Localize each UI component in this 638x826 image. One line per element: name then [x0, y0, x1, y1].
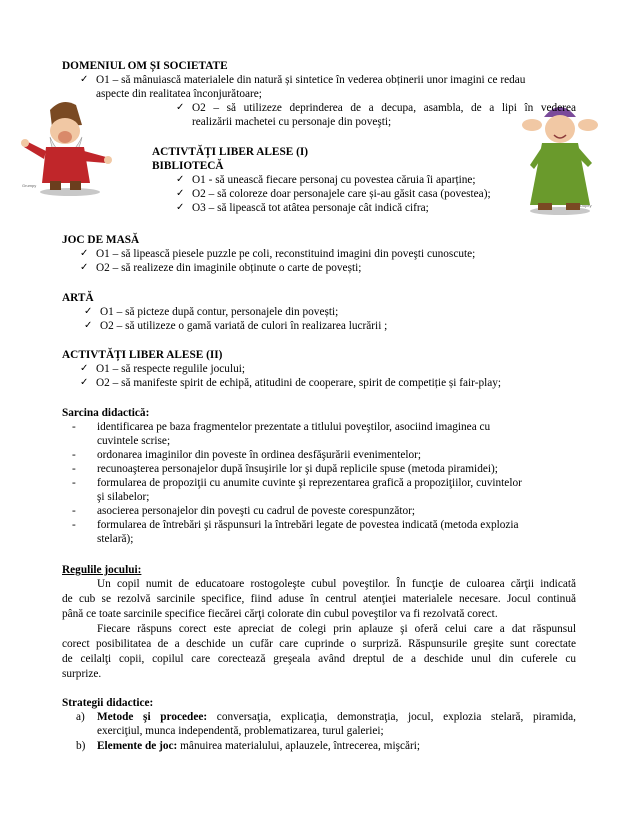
- objective-o1: ✓ O1 - să unească fiecare personaj cu povestea căruia îi aparține;: [192, 173, 476, 187]
- metode-text: conversaţia, explicaţia, demonstraţia, jocul, explozia stelară, piramida,: [207, 711, 576, 723]
- objective-o2: ✓ O2 – să utilizeze deprinderea de a decupa, asambla, de a lipi în vederea: [192, 101, 576, 115]
- list-item-cont: şi silabelor;: [97, 491, 150, 503]
- paragraph-line: până ce toate sarcinile specifice fiecărei cărţi colorate din cubul poveştilor va fi rezolvată corect.: [62, 608, 498, 620]
- section-heading-arta: ARTĂ: [62, 292, 94, 304]
- list-item-cont: stelară);: [97, 533, 134, 545]
- objective-o2: ✓ O2 – să coloreze doar personajele care și-au găsit casa (povestea);: [192, 187, 491, 201]
- objective-o2: ✓ O2 – să manifeste spirit de echipă, atitudini de cooperare, spirit de competiție și fair-play;: [96, 376, 501, 390]
- sarcina-heading: Sarcina didactică:: [62, 407, 150, 419]
- section-heading-alese-1: ACTIVTĂȚI LIBER ALESE (I): [152, 146, 309, 158]
- objective-o2-cont: realizării machetei cu personaje din poveşti;: [192, 116, 392, 128]
- objective-o1-cont: aspecte din realitatea înconjurătoare;: [96, 88, 262, 100]
- paragraph-line: corect posibilitatea de a deschide un cufăr care cuprinde o surpriză. Răspunsurile greşite sunt corectate: [62, 638, 576, 650]
- objective-o1: ✓ O1 – să mânuiască materialele din natură și sintetice în vederea obținerii unor imagini ce redau: [96, 73, 525, 87]
- list-item-cont: exerciţiul, munca independentă, problematizarea, turul galeriei;: [97, 725, 384, 737]
- paragraph-line: Fiecare răspuns corect este apreciat de colegi prin aplauze şi oferă celui care a dat răspunsul: [97, 623, 576, 635]
- svg-text:Dopey: Dopey: [580, 203, 592, 208]
- list-marker-a: a): [76, 711, 85, 723]
- list-item: - identificarea pe baza fragmentelor prezentate a titlului poveştilor, asociind imaginea cu: [97, 420, 490, 434]
- list-marker-b: b): [76, 740, 86, 752]
- list-item: - ordonarea imaginilor din poveste în ordinea desfăşurării evenimentelor;: [97, 448, 421, 462]
- list-item-metode: [97, 710, 576, 724]
- section-heading-alese-2: ACTIVTĂȚI LIBER ALESE (II): [62, 349, 223, 361]
- section-subheading-biblioteca: BIBLIOTECĂ: [152, 160, 224, 172]
- objective-o2: ✓ O2 – să realizeze din imaginile obținute o carte de povești;: [96, 261, 361, 275]
- reguli-heading: Regulile jocului:: [62, 564, 142, 576]
- strategii-heading: Strategii didactice:: [62, 697, 154, 709]
- objective-o3: ✓ O3 – să lipească tot atâtea personaje cât indică cifra;: [192, 201, 429, 215]
- objective-o1: ✓ O1 – să picteze după contur, personajele din povești;: [100, 305, 338, 319]
- paragraph-line: Un copil numit de educatoare rostogoleşte cubul poveştilor. În funcţie de culoarea cărţii indicată: [97, 578, 576, 590]
- paragraph-line: surprize.: [62, 668, 102, 680]
- list-item: - formularea de propoziţii cu anumite cuvinte şi reprezentarea grafică a propoziţiilor, cuvintelor: [97, 476, 522, 490]
- objective-o2: ✓ O2 – să utilizeze o gamă variată de culori în realizarea lucrării ;: [100, 319, 387, 333]
- paragraph-line: de cub se rezolvă sarcinile specifice, fiind aduse în centrul atenţiei materialele necesare. Jocul continuă: [62, 593, 576, 605]
- paragraph-line: de ceilalţi copii, copilul care corectează greşeala având dreptul de a deschide unul din cuferele cu: [62, 653, 576, 665]
- svg-text:Grumpy: Grumpy: [22, 183, 37, 188]
- list-item-cont: cuvintele scrise;: [97, 435, 171, 447]
- grumpy-dwarf-illustration: [20, 95, 128, 197]
- list-item: - asocierea personajelor din poveşti cu cadrul de poveste corespunzător;: [97, 504, 415, 518]
- metode-label: Metode şi procedee:: [97, 711, 208, 723]
- list-item-elemente: [97, 739, 420, 753]
- list-item: - recunoaşterea personajelor după însuşirile lor şi după replicile spuse (metoda piramidei);: [97, 462, 498, 476]
- list-item: - formularea de întrebări şi răspunsuri la întrebări legate de povestea indicată (metoda explozia: [97, 518, 519, 532]
- elemente-label: Elemente de joc:: [97, 740, 178, 752]
- elemente-text: mânuirea materialului, aplauzele, întrecerea, mişcări;: [177, 740, 421, 752]
- section-heading-joc-de-masa: JOC DE MASĂ: [62, 234, 140, 246]
- objective-o1: ✓ O1 – să lipească piesele puzzle pe coli, reconstituind imagini din poveşti cunoscute;: [96, 247, 475, 261]
- objective-o1: ✓ O1 – să respecte regulile jocului;: [96, 362, 245, 376]
- section-heading-om-societate: DOMENIUL OM ȘI SOCIETATE: [62, 60, 228, 72]
